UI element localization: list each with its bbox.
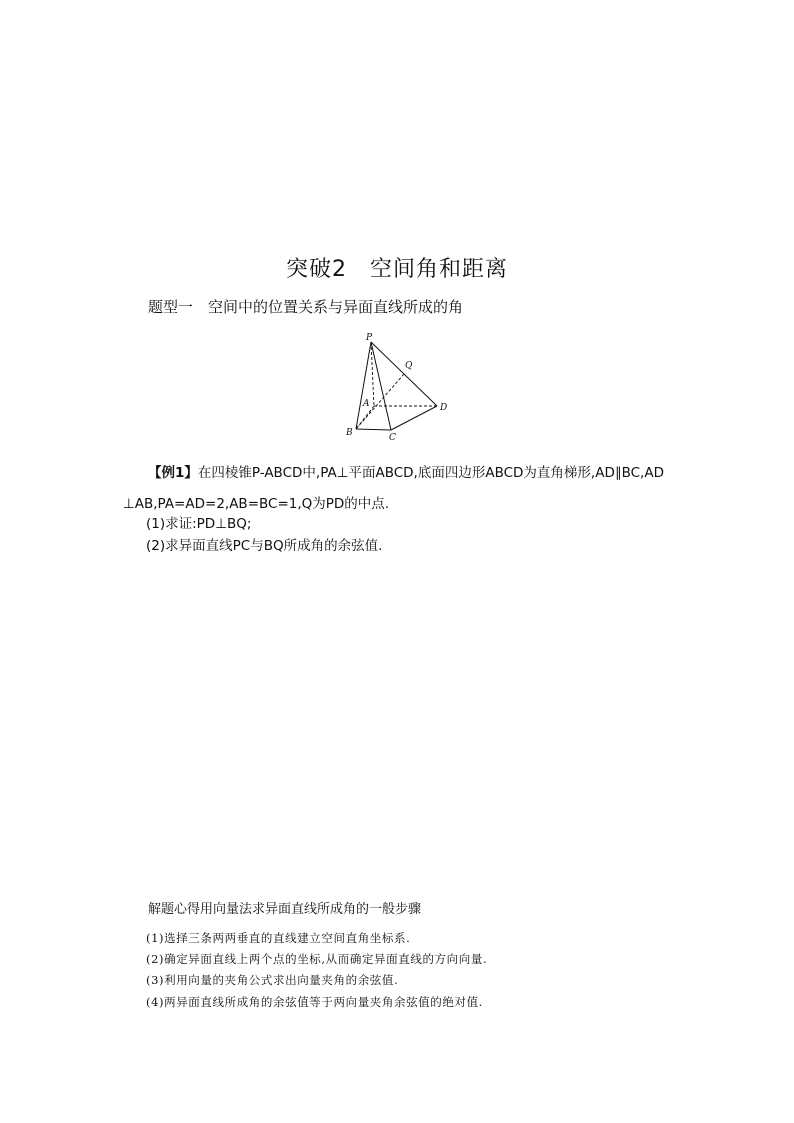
pyramid-diagram — [342, 330, 454, 442]
label-B: B — [346, 428, 353, 438]
label-P: P — [366, 333, 373, 343]
pyramid-figure — [342, 330, 454, 442]
label-Q: Q — [405, 361, 413, 371]
section-heading: 题型一 空间中的位置关系与异面直线所成的角 — [148, 298, 464, 316]
tip-step-1: (1)选择三条两两垂直的直线建立空间直角坐标系. — [146, 931, 411, 945]
example-1-line-2: ⊥AB,PA=AD=2,AB=BC=1,Q为PD的中点. — [123, 496, 390, 512]
example-1-line-1 — [148, 463, 664, 483]
label-A: A — [363, 399, 370, 409]
question-1: (1)求证:PD⊥BQ; — [146, 516, 252, 532]
example-1-text-1: 在四棱锥P-ABCD中,PA⊥平面ABCD,底面四边形ABCD为直角梯形,AD∥BC,AD — [197, 465, 664, 481]
tip-step-3: (3)利用向量的夹角公式求出向量夹角的余弦值. — [146, 973, 399, 987]
edge-PB — [356, 342, 371, 429]
label-D: D — [440, 403, 448, 413]
edge-CD — [391, 406, 437, 430]
edge-BC — [356, 429, 391, 430]
edge-AB — [356, 406, 374, 429]
tip-step-4: (4)两异面直线所成角的余弦值等于两向量夹角余弦值的绝对值. — [146, 995, 483, 1009]
tip-step-2: (2)确定异面直线上两个点的坐标,从而确定异面直线的方向向量. — [146, 952, 488, 966]
example-tag: 【例1】 — [148, 465, 198, 481]
label-C: C — [389, 433, 396, 442]
question-2: (2)求异面直线PC与BQ所成角的余弦值. — [146, 538, 383, 554]
page-title: 突破2 空间角和距离 — [286, 257, 508, 282]
tips-title: 解题心得用向量法求异面直线所成角的一般步骤 — [148, 902, 422, 917]
edge-PC — [371, 342, 391, 430]
